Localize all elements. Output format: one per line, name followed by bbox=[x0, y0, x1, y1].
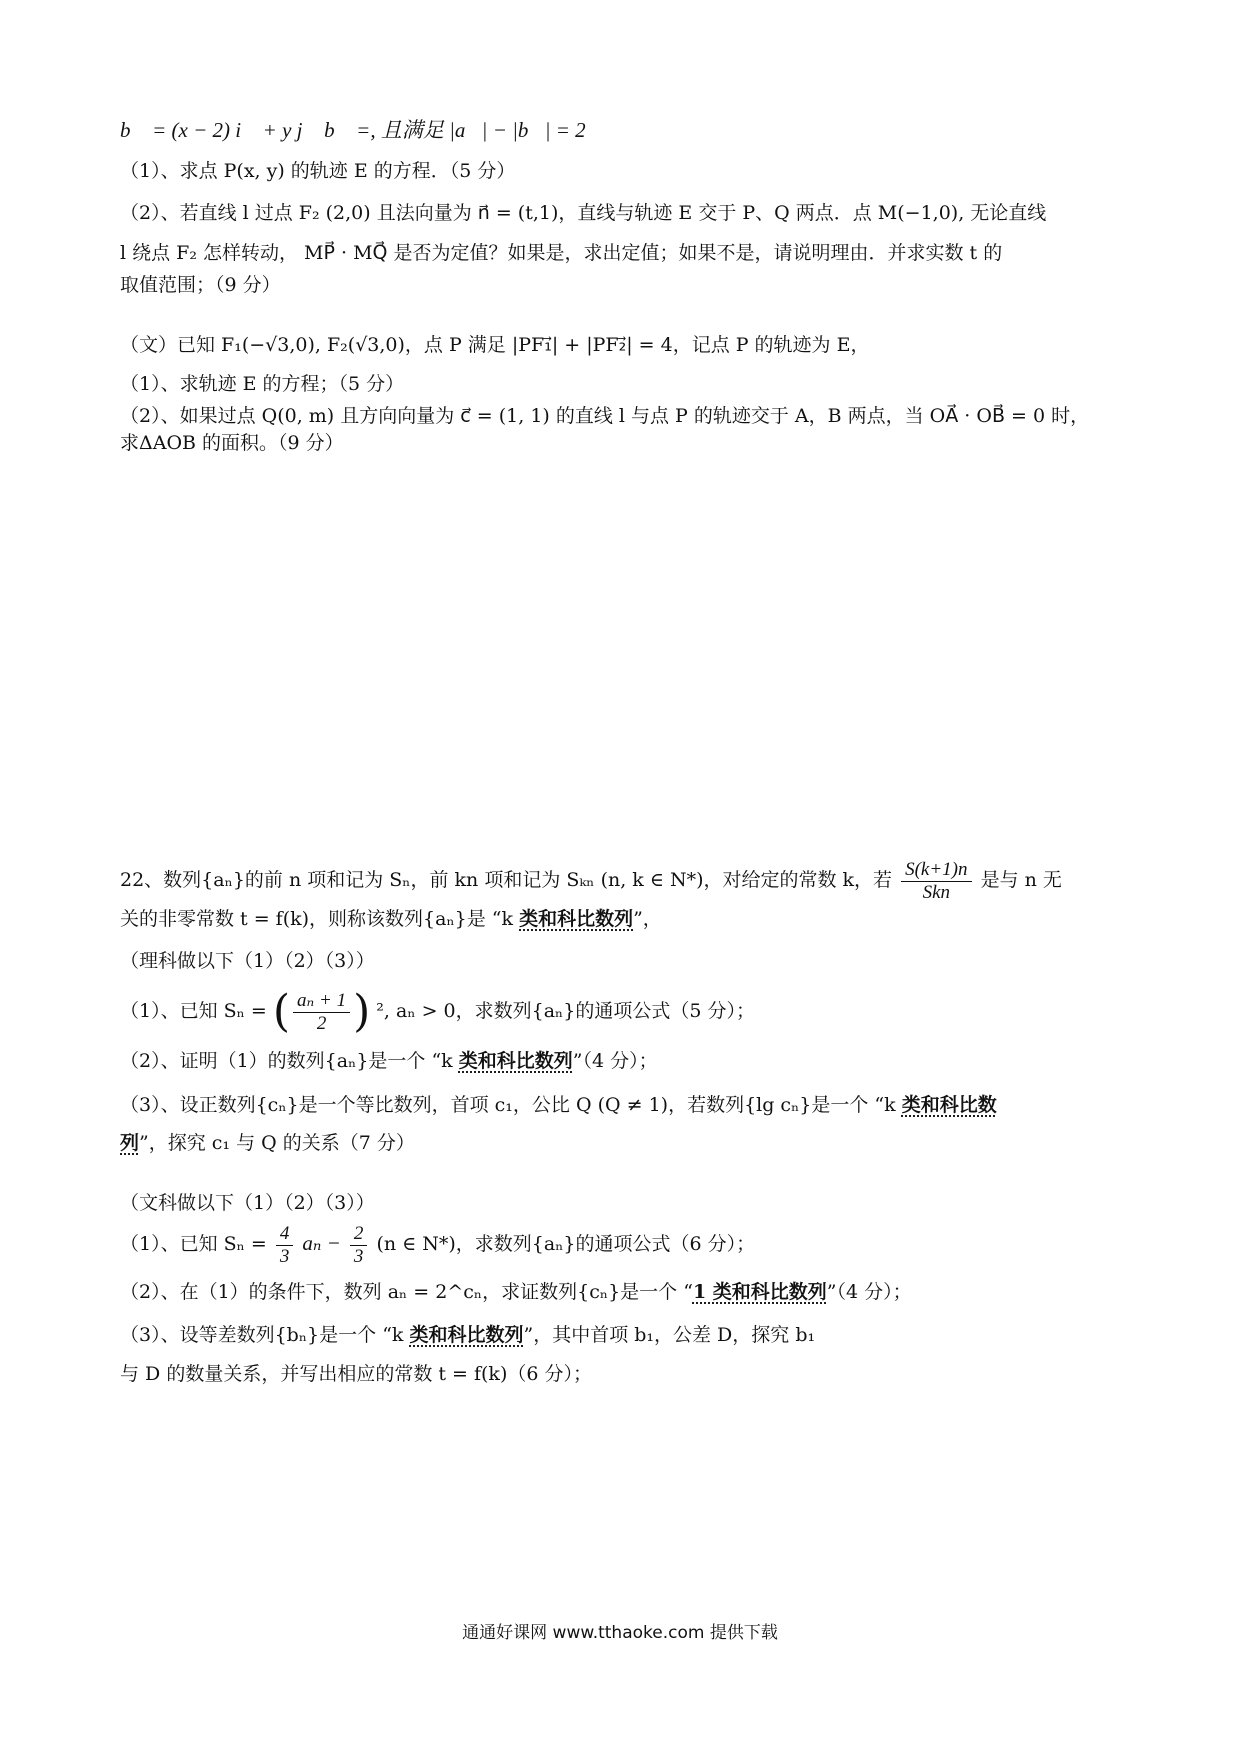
q21-part2-line3: 取值范围；（9 分） bbox=[120, 274, 281, 296]
li-part2-text-b: ”（4 分）； bbox=[572, 1050, 658, 1072]
ratio-denominator: Skn bbox=[922, 881, 951, 903]
q21-part2-line1: （2）、若直线 l 过点 F₂ (2,0) 且法向量为 n⃗ = (t,1)，直线与轨迹 E 交于 P、Q 两点．点 M(−1,0), 无论直线 bbox=[120, 202, 1047, 224]
wen-part2-text-b: ”（4 分）； bbox=[826, 1281, 912, 1303]
q21-wen-intro: （文）已知 F₁(−√3,0), F₂(√3,0)，点 P 满足 |PF₁⃗| + |PF₂⃗| = 4，记点 P 的轨迹为 E， bbox=[120, 334, 870, 356]
q21-wen-part2-line2: 求ΔAOB 的面积。（9 分） bbox=[120, 432, 344, 454]
page-footer: 通通好课网 www.tthaoke.com 提供下载 bbox=[462, 1623, 778, 1643]
li-part2-text-a: （2）、证明（1）的数列{aₙ}是一个 “k bbox=[120, 1050, 459, 1072]
li-part3-text-a: （3）、设正数列{cₙ}是一个等比数列，首项 c₁，公比 Q (Q ≠ 1)，若数列{lg cₙ}是一个 “k bbox=[120, 1094, 902, 1116]
q22-intro-text-a: 22、数列{aₙ}的前 n 项和记为 Sₙ，前 kn 项和记为 Sₖₙ (n, k ∈ N*)，对给定的常数 k，若 bbox=[120, 869, 893, 891]
wen-part1-text-b: (n ∈ N*)，求数列{aₙ}的通项公式（6 分）； bbox=[376, 1233, 756, 1255]
term-k-class: 类和科比数列 bbox=[458, 1050, 573, 1072]
li-part2 bbox=[120, 1048, 658, 1074]
wen-part1 bbox=[120, 1218, 755, 1269]
wen-part3-text-b: ”，其中首项 b₁，公差 D，探究 b₁ bbox=[523, 1324, 816, 1346]
wen-part3-line1 bbox=[120, 1322, 815, 1348]
wen-heading: （文科做以下（1）（2）（3）） bbox=[120, 1192, 375, 1214]
li-part3-line2 bbox=[120, 1130, 415, 1156]
ratio-fraction bbox=[901, 859, 971, 904]
wen-fraction-2-num: 2 bbox=[350, 1223, 368, 1246]
li-part1-fraction bbox=[293, 990, 350, 1035]
q21-part1: （1）、求点 P(x, y) 的轨迹 E 的方程．（5 分） bbox=[120, 160, 516, 182]
term-k-class-partial: 类和科比数 bbox=[901, 1094, 997, 1116]
q22-intro-line1 bbox=[120, 850, 1062, 910]
term-k-class: 类和科比数列 bbox=[409, 1324, 524, 1346]
wen-part2 bbox=[120, 1279, 912, 1305]
q21-wen-part1: （1）、求轨迹 E 的方程；（5 分） bbox=[120, 373, 405, 395]
left-paren: ( bbox=[272, 986, 291, 1037]
q22-intro2-text-b: ”， bbox=[633, 908, 662, 930]
wen-fraction-2-den: 3 bbox=[353, 1245, 364, 1267]
term-k-class: 类和科比数列 bbox=[519, 908, 634, 930]
li-part1-text-a: （1）、已知 Sₙ = bbox=[120, 1000, 267, 1022]
wen-fraction-1 bbox=[276, 1223, 294, 1268]
li-part1 bbox=[120, 982, 755, 1041]
q22-intro-line2 bbox=[120, 906, 662, 932]
wen-part3-line2: 与 D 的数量关系，并写出相应的常数 t = f(k)（6 分）； bbox=[120, 1363, 592, 1385]
wen-fraction-2 bbox=[350, 1223, 368, 1268]
wen-part3-text-a: （3）、设等差数列{bₙ}是一个 “k bbox=[120, 1324, 410, 1346]
li-heading: （理科做以下（1）（2）（3）） bbox=[120, 950, 375, 972]
wen-part1-mid: aₙ − bbox=[302, 1231, 341, 1255]
li-part3-line1 bbox=[120, 1092, 997, 1118]
q22-intro2-text-a: 关的非零常数 t = f(k)，则称该数列{aₙ}是 “k bbox=[120, 908, 520, 930]
wen-fraction-1-den: 3 bbox=[279, 1245, 290, 1267]
term-k-class-end: 列 bbox=[120, 1132, 140, 1154]
ratio-numerator: S(k+1)n bbox=[901, 859, 971, 882]
term-1-class: 1 类和科比数列 bbox=[692, 1281, 827, 1303]
vector-b-condition: b⃗ = (x − 2) i⃗ + y j⃗ b⃗ =, 且满足 |a⃗| − |b⃗| = 2 bbox=[120, 118, 586, 142]
right-paren: ) bbox=[353, 986, 371, 1037]
li-part1-denominator: 2 bbox=[316, 1012, 327, 1034]
q21-wen-part2-line1: （2）、如果过点 Q(0, m) 且方向向量为 c⃗ = (1, 1) 的直线 l 与点 P 的轨迹交于 A，B 两点，当 OA⃗ · OB⃗ = 0 时， bbox=[120, 405, 1090, 427]
li-part1-text-b: ², aₙ > 0，求数列{aₙ}的通项公式（5 分）； bbox=[376, 1000, 755, 1022]
q21-part2-line2: l 绕点 F₂ 怎样转动， MP⃗ · MQ⃗ 是否为定值？如果是，求出定值；如果不是，请说明理由．并求实数 t 的 bbox=[120, 242, 1003, 264]
li-part3-text-b: ”，探究 c₁ 与 Q 的关系（7 分） bbox=[139, 1132, 415, 1154]
li-part1-numerator: aₙ + 1 bbox=[293, 990, 350, 1013]
wen-fraction-1-num: 4 bbox=[276, 1223, 294, 1246]
wen-part1-text-a: （1）、已知 Sₙ = bbox=[120, 1233, 267, 1255]
q22-intro-text-b: 是与 n 无 bbox=[980, 869, 1062, 891]
wen-part2-text-a: （2）、在（1）的条件下，数列 aₙ = 2^cₙ，求证数列{cₙ}是一个 “ bbox=[120, 1281, 693, 1303]
